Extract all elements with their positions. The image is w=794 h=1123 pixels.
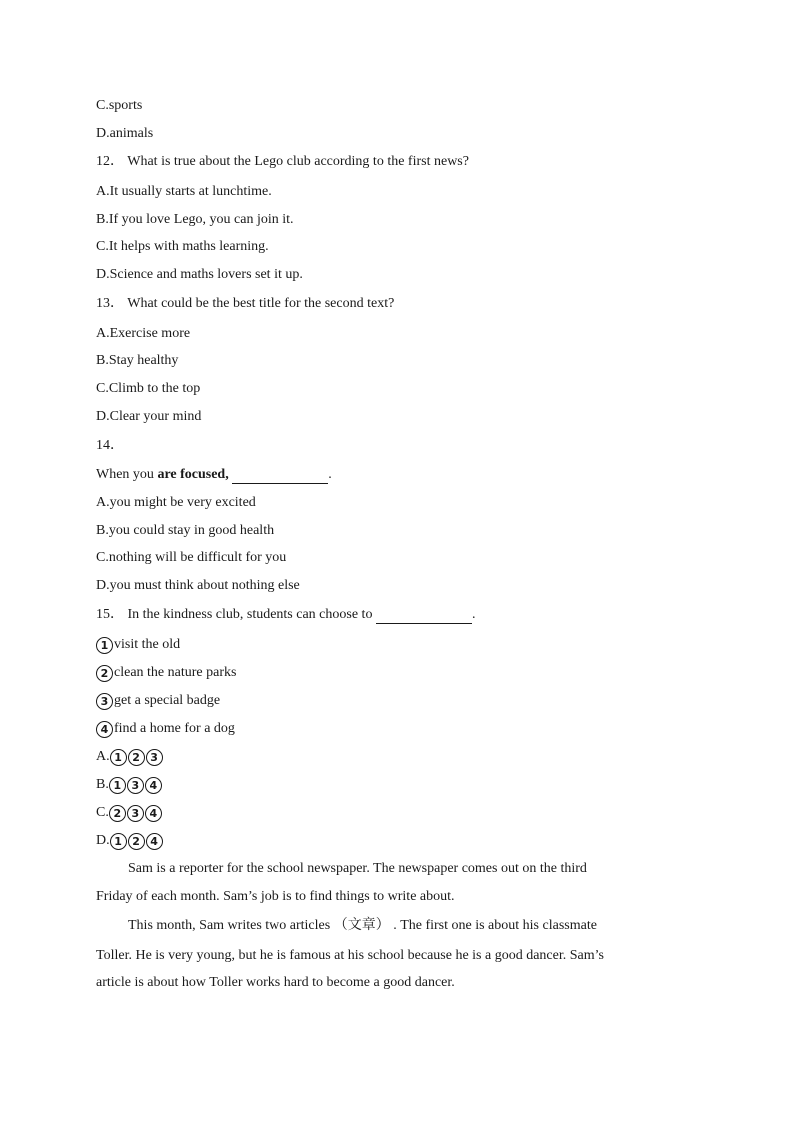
circled-number: 3 bbox=[96, 693, 113, 710]
q12-question: 12． What is true about the Lego club according to the first news? bbox=[96, 154, 469, 169]
q15-option-b bbox=[96, 776, 163, 794]
q14-stem-end: . bbox=[328, 467, 332, 482]
q14-stem bbox=[96, 466, 332, 484]
circled-number: 1 bbox=[110, 833, 127, 850]
q14-option-a: A.you might be very excited bbox=[96, 495, 256, 510]
q12-option-c: C.It helps with maths learning. bbox=[96, 239, 269, 254]
q15-stem bbox=[96, 606, 475, 624]
q13-question: 13． What could be the best title for the second text? bbox=[96, 296, 395, 311]
q12-option-b: B.If you love Lego, you can join it. bbox=[96, 212, 294, 227]
q12-option-d: D.Science and maths lovers set it up. bbox=[96, 267, 303, 282]
circled-number: 3 bbox=[127, 805, 144, 822]
q13-option-a: A.Exercise more bbox=[96, 326, 191, 341]
option-label: A. bbox=[96, 749, 110, 764]
option-label: C. bbox=[96, 805, 109, 820]
q14-option-b: B.you could stay in good health bbox=[96, 523, 275, 538]
circled-number: 4 bbox=[145, 805, 162, 822]
passage-p1-line1: Sam is a reporter for the school newspaper. The newspaper comes out on the third bbox=[128, 861, 587, 876]
circled-number: 3 bbox=[127, 777, 144, 794]
q15-item bbox=[96, 692, 220, 710]
q15-item-text: clean the nature parks bbox=[114, 665, 237, 680]
q14-option-c: C.nothing will be difficult for you bbox=[96, 550, 287, 565]
passage-p1-line2: Friday of each month. Sam’s job is to find things to write about. bbox=[96, 889, 455, 904]
passage-p2-line2: Toller. He is very young, but he is famous at his school because he is a good dancer. Sam’s bbox=[96, 948, 604, 963]
q11-option-c: C.sports bbox=[96, 98, 143, 113]
circled-number: 3 bbox=[146, 749, 163, 766]
q13-option-b: B.Stay healthy bbox=[96, 353, 179, 368]
q14-stem-bold: are focused, bbox=[157, 467, 229, 482]
q15-option-d bbox=[96, 832, 164, 850]
circled-number: 2 bbox=[128, 833, 145, 850]
q15-item-text: get a special badge bbox=[114, 693, 221, 708]
q15-item-text: find a home for a dog bbox=[114, 721, 235, 736]
q15-stem-end: . bbox=[471, 607, 476, 622]
answer-blank bbox=[376, 609, 472, 624]
circled-number: 4 bbox=[96, 721, 113, 738]
passage-p2-line3: article is about how Toller works hard to become a good dancer. bbox=[96, 975, 455, 990]
q15-item bbox=[96, 664, 236, 682]
q13-option-d: D.Clear your mind bbox=[96, 409, 202, 424]
option-label: B. bbox=[96, 777, 109, 792]
q15-stem-text: 15． In the kindness club, students can choose to bbox=[96, 607, 376, 622]
circled-number: 2 bbox=[96, 665, 113, 682]
q11-option-d: D.animals bbox=[96, 126, 154, 141]
q14-number: 14． bbox=[96, 438, 124, 453]
q15-item bbox=[96, 720, 235, 738]
circled-number: 2 bbox=[128, 749, 145, 766]
circled-number: 4 bbox=[146, 833, 163, 850]
circled-number: 2 bbox=[109, 805, 126, 822]
circled-number: 1 bbox=[109, 777, 126, 794]
circled-number: 1 bbox=[96, 637, 113, 654]
q15-option-a bbox=[96, 748, 164, 766]
circled-number: 4 bbox=[145, 777, 162, 794]
q14-option-d: D.you must think about nothing else bbox=[96, 578, 300, 593]
answer-blank bbox=[232, 469, 328, 484]
q14-stem-start: When you bbox=[96, 467, 158, 482]
q15-item bbox=[96, 636, 180, 654]
q13-option-c: C.Climb to the top bbox=[96, 381, 201, 396]
q15-item-text: visit the old bbox=[114, 637, 181, 652]
option-label: D. bbox=[96, 833, 110, 848]
passage-p2-line1: This month, Sam writes two articles （文章） . The first one is about his classmate bbox=[128, 918, 597, 933]
circled-number: 1 bbox=[110, 749, 127, 766]
q12-option-a: A.It usually starts at lunchtime. bbox=[96, 184, 272, 199]
q15-option-c bbox=[96, 804, 163, 822]
